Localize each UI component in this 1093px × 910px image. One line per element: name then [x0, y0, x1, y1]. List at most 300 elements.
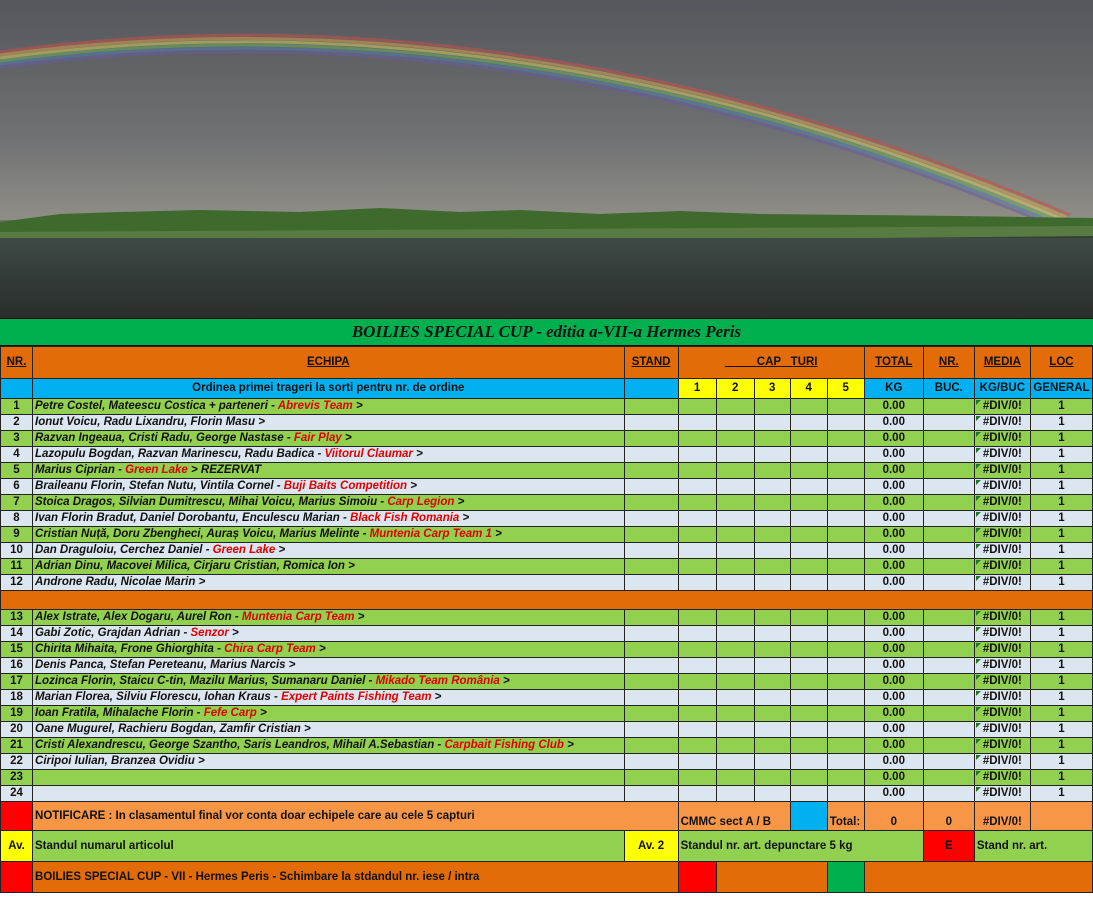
row-total[interactable]: 0.00: [864, 658, 923, 674]
row-echipa[interactable]: [33, 543, 625, 559]
row-stand[interactable]: [624, 674, 678, 690]
row-buc[interactable]: [923, 543, 974, 559]
row-loc[interactable]: 1: [1030, 722, 1092, 738]
row-total[interactable]: 0.00: [864, 610, 923, 626]
row-buc[interactable]: [923, 399, 974, 415]
row-tur-2[interactable]: [716, 543, 754, 559]
row-tur-3[interactable]: [754, 738, 790, 754]
row-tur-1[interactable]: [678, 527, 716, 543]
row-tur-1[interactable]: [678, 559, 716, 575]
row-total[interactable]: 0.00: [864, 463, 923, 479]
row-total[interactable]: 0.00: [864, 738, 923, 754]
row-tur-1[interactable]: [678, 626, 716, 642]
row-tur-3[interactable]: [754, 690, 790, 706]
tur-3[interactable]: 3: [754, 379, 790, 399]
row-tur-3[interactable]: [754, 543, 790, 559]
row-nr[interactable]: 19: [1, 706, 33, 722]
row-tur-5[interactable]: [827, 786, 864, 802]
row-stand[interactable]: [624, 658, 678, 674]
row-tur-1[interactable]: [678, 674, 716, 690]
row-nr[interactable]: 3: [1, 431, 33, 447]
row-echipa[interactable]: [33, 463, 625, 479]
row-tur-5[interactable]: [827, 575, 864, 591]
row-tur-2[interactable]: [716, 511, 754, 527]
row-echipa[interactable]: [33, 658, 625, 674]
row-buc[interactable]: [923, 626, 974, 642]
row-media[interactable]: #DIV/0!: [974, 415, 1030, 431]
row-loc[interactable]: 1: [1030, 674, 1092, 690]
row-media[interactable]: #DIV/0!: [974, 559, 1030, 575]
row-tur-1[interactable]: [678, 511, 716, 527]
row-tur-4[interactable]: [790, 463, 827, 479]
row-tur-4[interactable]: [790, 642, 827, 658]
row-loc[interactable]: 1: [1030, 399, 1092, 415]
row-tur-5[interactable]: [827, 770, 864, 786]
col-total[interactable]: TOTAL: [864, 347, 923, 379]
row-tur-4[interactable]: [790, 626, 827, 642]
row-tur-4[interactable]: [790, 575, 827, 591]
row-tur-1[interactable]: [678, 463, 716, 479]
row-nr[interactable]: 2: [1, 415, 33, 431]
row-tur-3[interactable]: [754, 642, 790, 658]
row-echipa[interactable]: [33, 511, 625, 527]
row-tur-5[interactable]: [827, 642, 864, 658]
row-tur-4[interactable]: [790, 495, 827, 511]
row-tur-4[interactable]: [790, 690, 827, 706]
row-tur-2[interactable]: [716, 415, 754, 431]
row-tur-2[interactable]: [716, 559, 754, 575]
row-media[interactable]: #DIV/0!: [974, 479, 1030, 495]
row-loc[interactable]: 1: [1030, 543, 1092, 559]
row-buc[interactable]: [923, 722, 974, 738]
row-total[interactable]: 0.00: [864, 543, 923, 559]
row-nr[interactable]: 16: [1, 658, 33, 674]
row-tur-1[interactable]: [678, 399, 716, 415]
row-tur-2[interactable]: [716, 479, 754, 495]
tur-1[interactable]: 1: [678, 379, 716, 399]
row-loc[interactable]: 1: [1030, 511, 1092, 527]
row-tur-5[interactable]: [827, 674, 864, 690]
row-buc[interactable]: [923, 706, 974, 722]
row-tur-3[interactable]: [754, 658, 790, 674]
row-tur-1[interactable]: [678, 770, 716, 786]
row-tur-2[interactable]: [716, 706, 754, 722]
row-stand[interactable]: [624, 722, 678, 738]
row-tur-1[interactable]: [678, 479, 716, 495]
tur-5[interactable]: 5: [827, 379, 864, 399]
row-tur-5[interactable]: [827, 658, 864, 674]
row-nr[interactable]: 22: [1, 754, 33, 770]
row-tur-2[interactable]: [716, 658, 754, 674]
row-media[interactable]: #DIV/0!: [974, 543, 1030, 559]
unit-general[interactable]: GENERAL: [1030, 379, 1092, 399]
tur-4[interactable]: 4: [790, 379, 827, 399]
total-value[interactable]: 0: [864, 802, 923, 831]
row-echipa[interactable]: [33, 722, 625, 738]
row-tur-3[interactable]: [754, 463, 790, 479]
row-tur-3[interactable]: [754, 431, 790, 447]
row-total[interactable]: 0.00: [864, 527, 923, 543]
row-tur-2[interactable]: [716, 575, 754, 591]
schimbare-text[interactable]: BOILIES SPECIAL CUP - VII - Hermes Peris - Schimbare la stdandul nr. iese / intra: [33, 862, 679, 893]
row-tur-2[interactable]: [716, 447, 754, 463]
row-echipa[interactable]: [33, 642, 625, 658]
row-tur-1[interactable]: [678, 575, 716, 591]
unit-kgbuc[interactable]: KG/BUC: [974, 379, 1030, 399]
row-tur-2[interactable]: [716, 431, 754, 447]
row-buc[interactable]: [923, 559, 974, 575]
row-tur-4[interactable]: [790, 674, 827, 690]
row-echipa[interactable]: [33, 610, 625, 626]
row-echipa[interactable]: [33, 559, 625, 575]
row-tur-3[interactable]: [754, 575, 790, 591]
row-loc[interactable]: 1: [1030, 658, 1092, 674]
row-buc[interactable]: [923, 495, 974, 511]
row-total[interactable]: 0.00: [864, 431, 923, 447]
row-tur-2[interactable]: [716, 610, 754, 626]
row-tur-3[interactable]: [754, 399, 790, 415]
row-media[interactable]: #DIV/0!: [974, 674, 1030, 690]
row-tur-2[interactable]: [716, 738, 754, 754]
row-nr[interactable]: 24: [1, 786, 33, 802]
row-echipa[interactable]: [33, 626, 625, 642]
row-stand[interactable]: [624, 479, 678, 495]
row-echipa[interactable]: [33, 738, 625, 754]
unit-kg[interactable]: KG: [864, 379, 923, 399]
row-tur-4[interactable]: [790, 722, 827, 738]
row-tur-2[interactable]: [716, 399, 754, 415]
row-stand[interactable]: [624, 642, 678, 658]
row-media[interactable]: #DIV/0!: [974, 754, 1030, 770]
row-media[interactable]: #DIV/0!: [974, 786, 1030, 802]
row-loc[interactable]: 1: [1030, 690, 1092, 706]
row-tur-2[interactable]: [716, 674, 754, 690]
notificare-text[interactable]: NOTIFICARE : In clasamentul final vor conta doar echipele care au cele 5 capturi: [33, 802, 679, 831]
row-buc[interactable]: [923, 690, 974, 706]
row-total[interactable]: 0.00: [864, 674, 923, 690]
row-buc[interactable]: [923, 479, 974, 495]
row-tur-5[interactable]: [827, 706, 864, 722]
row-tur-2[interactable]: [716, 527, 754, 543]
row-loc[interactable]: 1: [1030, 786, 1092, 802]
row-loc[interactable]: 1: [1030, 626, 1092, 642]
row-tur-1[interactable]: [678, 495, 716, 511]
tur-2[interactable]: 2: [716, 379, 754, 399]
row-tur-5[interactable]: [827, 479, 864, 495]
row-stand[interactable]: [624, 770, 678, 786]
row-nr[interactable]: 14: [1, 626, 33, 642]
cmmc-label[interactable]: CMMC sect A / B: [678, 802, 790, 831]
row-tur-1[interactable]: [678, 658, 716, 674]
row-echipa[interactable]: [33, 527, 625, 543]
row-echipa[interactable]: [33, 415, 625, 431]
row-total[interactable]: 0.00: [864, 447, 923, 463]
row-tur-3[interactable]: [754, 722, 790, 738]
row-tur-5[interactable]: [827, 738, 864, 754]
row-stand[interactable]: [624, 415, 678, 431]
row-media[interactable]: #DIV/0!: [974, 447, 1030, 463]
row-tur-2[interactable]: [716, 770, 754, 786]
row-tur-4[interactable]: [790, 610, 827, 626]
row-tur-3[interactable]: [754, 447, 790, 463]
row-stand[interactable]: [624, 786, 678, 802]
row-stand[interactable]: [624, 575, 678, 591]
row-total[interactable]: 0.00: [864, 415, 923, 431]
row-tur-1[interactable]: [678, 738, 716, 754]
row-stand[interactable]: [624, 447, 678, 463]
row-media[interactable]: #DIV/0!: [974, 738, 1030, 754]
row-tur-4[interactable]: [790, 399, 827, 415]
row-tur-5[interactable]: [827, 559, 864, 575]
row-total[interactable]: 0.00: [864, 642, 923, 658]
row-tur-4[interactable]: [790, 706, 827, 722]
row-media[interactable]: #DIV/0!: [974, 511, 1030, 527]
row-tur-4[interactable]: [790, 770, 827, 786]
row-nr[interactable]: 18: [1, 690, 33, 706]
e-label[interactable]: E: [923, 831, 974, 862]
row-stand[interactable]: [624, 690, 678, 706]
row-buc[interactable]: [923, 674, 974, 690]
row-tur-3[interactable]: [754, 786, 790, 802]
row-tur-4[interactable]: [790, 511, 827, 527]
row-stand[interactable]: [624, 754, 678, 770]
row-media[interactable]: #DIV/0!: [974, 527, 1030, 543]
row-loc[interactable]: 1: [1030, 575, 1092, 591]
row-tur-3[interactable]: [754, 495, 790, 511]
row-media[interactable]: #DIV/0!: [974, 626, 1030, 642]
row-stand[interactable]: [624, 738, 678, 754]
row-nr[interactable]: 6: [1, 479, 33, 495]
row-tur-5[interactable]: [827, 463, 864, 479]
row-total[interactable]: 0.00: [864, 786, 923, 802]
row-loc[interactable]: 1: [1030, 642, 1092, 658]
row-tur-5[interactable]: [827, 543, 864, 559]
depunctare-text[interactable]: Standul nr. art. depunctare 5 kg: [678, 831, 923, 862]
row-buc[interactable]: [923, 642, 974, 658]
row-loc[interactable]: 1: [1030, 447, 1092, 463]
row-buc[interactable]: [923, 511, 974, 527]
row-tur-1[interactable]: [678, 642, 716, 658]
row-tur-2[interactable]: [716, 754, 754, 770]
row-tur-2[interactable]: [716, 463, 754, 479]
standul-text[interactable]: Standul numarul articolul: [33, 831, 625, 862]
row-tur-4[interactable]: [790, 658, 827, 674]
row-stand[interactable]: [624, 610, 678, 626]
row-tur-3[interactable]: [754, 479, 790, 495]
row-echipa[interactable]: [33, 575, 625, 591]
col-nr-buc[interactable]: NR.: [923, 347, 974, 379]
row-loc[interactable]: 1: [1030, 610, 1092, 626]
row-echipa[interactable]: [33, 447, 625, 463]
col-echipa[interactable]: ECHIPA: [33, 347, 625, 379]
row-nr[interactable]: 23: [1, 770, 33, 786]
row-total[interactable]: 0.00: [864, 690, 923, 706]
row-loc[interactable]: 1: [1030, 754, 1092, 770]
row-tur-3[interactable]: [754, 415, 790, 431]
row-loc[interactable]: 1: [1030, 738, 1092, 754]
col-stand[interactable]: STAND: [624, 347, 678, 379]
row-tur-5[interactable]: [827, 495, 864, 511]
row-nr[interactable]: 9: [1, 527, 33, 543]
row-stand[interactable]: [624, 495, 678, 511]
row-nr[interactable]: 11: [1, 559, 33, 575]
row-tur-4[interactable]: [790, 559, 827, 575]
row-stand[interactable]: [624, 559, 678, 575]
row-buc[interactable]: [923, 575, 974, 591]
av2-label[interactable]: Av. 2: [624, 831, 678, 862]
row-tur-3[interactable]: [754, 610, 790, 626]
row-stand[interactable]: [624, 706, 678, 722]
row-buc[interactable]: [923, 527, 974, 543]
row-tur-1[interactable]: [678, 706, 716, 722]
row-total[interactable]: 0.00: [864, 706, 923, 722]
row-tur-3[interactable]: [754, 770, 790, 786]
row-loc[interactable]: 1: [1030, 431, 1092, 447]
row-nr[interactable]: 5: [1, 463, 33, 479]
row-loc[interactable]: 1: [1030, 479, 1092, 495]
row-buc[interactable]: [923, 658, 974, 674]
row-media[interactable]: #DIV/0!: [974, 399, 1030, 415]
row-echipa[interactable]: [33, 770, 625, 786]
row-nr[interactable]: 15: [1, 642, 33, 658]
media-value[interactable]: #DIV/0!: [974, 802, 1030, 831]
row-tur-4[interactable]: [790, 431, 827, 447]
row-stand[interactable]: [624, 399, 678, 415]
row-tur-2[interactable]: [716, 495, 754, 511]
row-tur-1[interactable]: [678, 431, 716, 447]
row-tur-1[interactable]: [678, 543, 716, 559]
row-media[interactable]: #DIV/0!: [974, 642, 1030, 658]
row-buc[interactable]: [923, 770, 974, 786]
row-buc[interactable]: [923, 447, 974, 463]
row-nr[interactable]: 8: [1, 511, 33, 527]
row-stand[interactable]: [624, 511, 678, 527]
row-buc[interactable]: [923, 786, 974, 802]
row-tur-1[interactable]: [678, 447, 716, 463]
row-tur-5[interactable]: [827, 754, 864, 770]
row-tur-2[interactable]: [716, 642, 754, 658]
row-tur-3[interactable]: [754, 626, 790, 642]
row-nr[interactable]: 13: [1, 610, 33, 626]
row-echipa[interactable]: [33, 431, 625, 447]
row-tur-4[interactable]: [790, 754, 827, 770]
row-tur-5[interactable]: [827, 399, 864, 415]
row-tur-2[interactable]: [716, 786, 754, 802]
row-total[interactable]: 0.00: [864, 479, 923, 495]
av-label[interactable]: Av.: [1, 831, 33, 862]
row-media[interactable]: #DIV/0!: [974, 495, 1030, 511]
ordinea-label[interactable]: Ordinea primei trageri la sorti pentru nr. de ordine: [33, 379, 625, 399]
row-loc[interactable]: 1: [1030, 770, 1092, 786]
row-tur-5[interactable]: [827, 690, 864, 706]
row-loc[interactable]: 1: [1030, 527, 1092, 543]
row-nr[interactable]: 17: [1, 674, 33, 690]
row-echipa[interactable]: [33, 690, 625, 706]
row-tur-5[interactable]: [827, 415, 864, 431]
row-nr[interactable]: 12: [1, 575, 33, 591]
row-media[interactable]: #DIV/0!: [974, 431, 1030, 447]
row-tur-4[interactable]: [790, 447, 827, 463]
row-tur-1[interactable]: [678, 690, 716, 706]
row-loc[interactable]: 1: [1030, 495, 1092, 511]
row-total[interactable]: 0.00: [864, 722, 923, 738]
row-total[interactable]: 0.00: [864, 626, 923, 642]
row-nr[interactable]: 4: [1, 447, 33, 463]
row-tur-1[interactable]: [678, 754, 716, 770]
row-tur-2[interactable]: [716, 690, 754, 706]
row-tur-3[interactable]: [754, 706, 790, 722]
row-echipa[interactable]: [33, 786, 625, 802]
row-media[interactable]: #DIV/0!: [974, 610, 1030, 626]
row-media[interactable]: #DIV/0!: [974, 463, 1030, 479]
row-nr[interactable]: 1: [1, 399, 33, 415]
stand-nr-text[interactable]: Stand nr. art.: [974, 831, 1092, 862]
row-tur-4[interactable]: [790, 786, 827, 802]
row-tur-4[interactable]: [790, 738, 827, 754]
row-buc[interactable]: [923, 463, 974, 479]
unit-buc[interactable]: BUC.: [923, 379, 974, 399]
row-tur-3[interactable]: [754, 674, 790, 690]
row-tur-5[interactable]: [827, 610, 864, 626]
row-nr[interactable]: 20: [1, 722, 33, 738]
row-total[interactable]: 0.00: [864, 559, 923, 575]
row-loc[interactable]: 1: [1030, 415, 1092, 431]
row-echipa[interactable]: [33, 674, 625, 690]
row-tur-1[interactable]: [678, 722, 716, 738]
row-echipa[interactable]: [33, 495, 625, 511]
row-media[interactable]: #DIV/0!: [974, 722, 1030, 738]
row-tur-5[interactable]: [827, 511, 864, 527]
col-loc[interactable]: LOC: [1030, 347, 1092, 379]
row-buc[interactable]: [923, 415, 974, 431]
row-echipa[interactable]: [33, 399, 625, 415]
row-loc[interactable]: 1: [1030, 463, 1092, 479]
row-tur-1[interactable]: [678, 786, 716, 802]
row-tur-4[interactable]: [790, 527, 827, 543]
row-echipa[interactable]: [33, 754, 625, 770]
row-nr[interactable]: 21: [1, 738, 33, 754]
total-label[interactable]: Total:: [827, 802, 864, 831]
row-tur-4[interactable]: [790, 479, 827, 495]
row-stand[interactable]: [624, 626, 678, 642]
row-media[interactable]: #DIV/0!: [974, 690, 1030, 706]
row-echipa[interactable]: [33, 706, 625, 722]
row-tur-1[interactable]: [678, 415, 716, 431]
row-total[interactable]: 0.00: [864, 511, 923, 527]
row-tur-5[interactable]: [827, 447, 864, 463]
row-tur-5[interactable]: [827, 431, 864, 447]
row-tur-4[interactable]: [790, 415, 827, 431]
row-media[interactable]: #DIV/0!: [974, 706, 1030, 722]
row-stand[interactable]: [624, 527, 678, 543]
row-tur-1[interactable]: [678, 610, 716, 626]
row-tur-5[interactable]: [827, 626, 864, 642]
row-total[interactable]: 0.00: [864, 770, 923, 786]
row-total[interactable]: 0.00: [864, 495, 923, 511]
row-tur-2[interactable]: [716, 626, 754, 642]
row-nr[interactable]: 7: [1, 495, 33, 511]
buc-value[interactable]: 0: [923, 802, 974, 831]
row-stand[interactable]: [624, 543, 678, 559]
row-tur-5[interactable]: [827, 527, 864, 543]
row-nr[interactable]: 10: [1, 543, 33, 559]
row-tur-3[interactable]: [754, 559, 790, 575]
row-buc[interactable]: [923, 754, 974, 770]
row-loc[interactable]: 1: [1030, 559, 1092, 575]
col-nr[interactable]: NR.: [1, 347, 33, 379]
row-tur-3[interactable]: [754, 511, 790, 527]
col-cap-turi[interactable]: [678, 347, 864, 379]
